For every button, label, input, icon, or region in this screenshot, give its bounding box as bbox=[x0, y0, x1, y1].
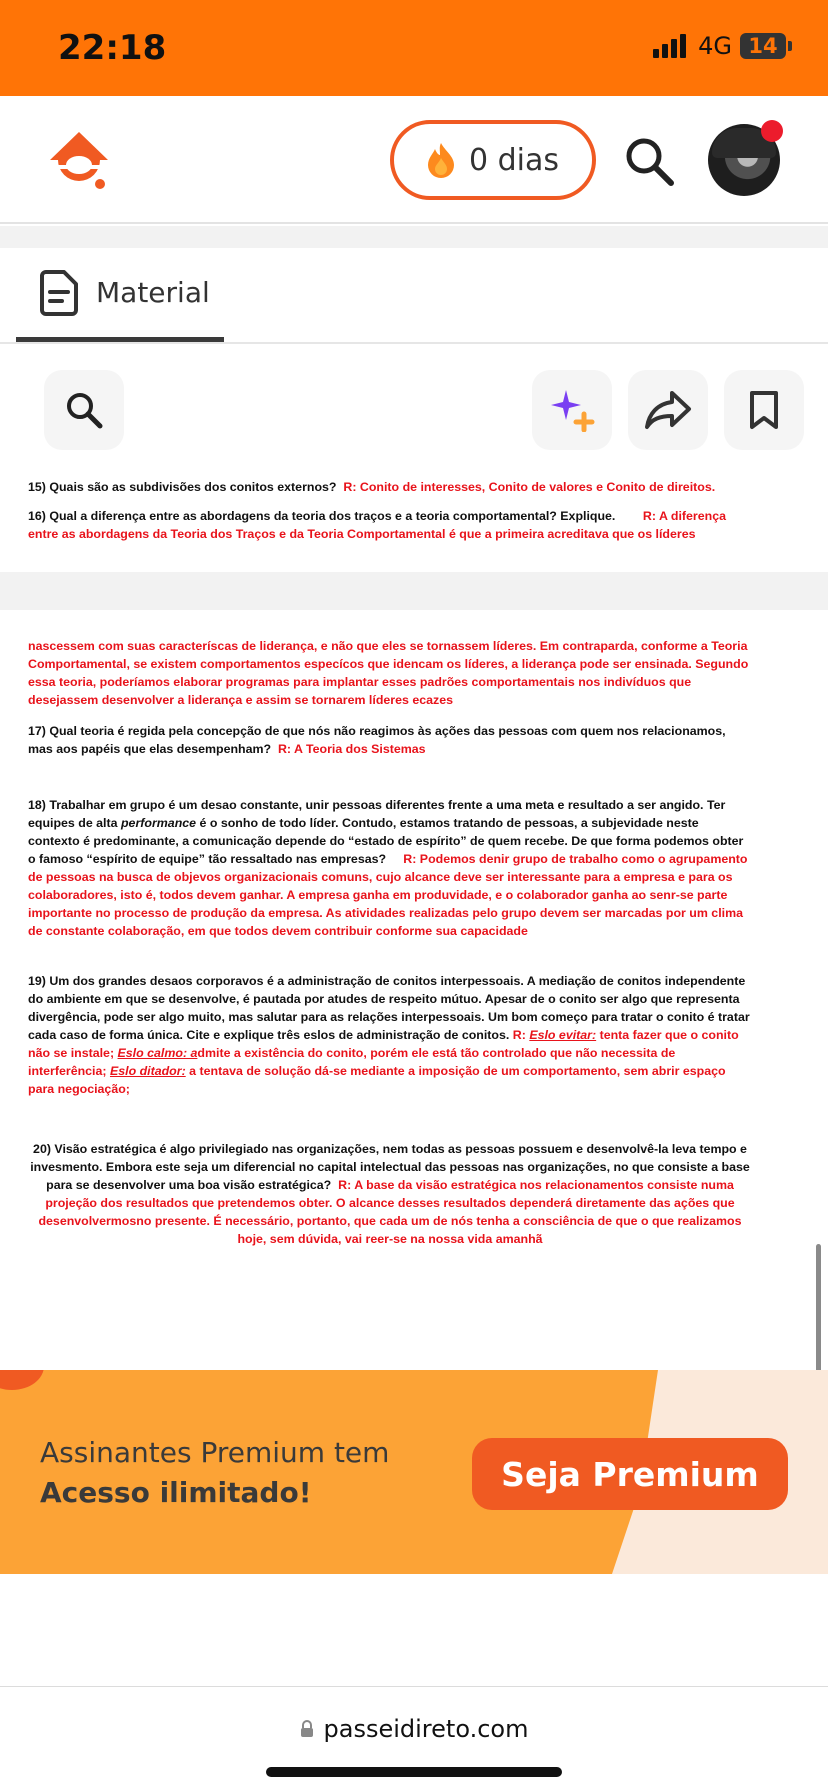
style-evitar-name: Eslo evitar: bbox=[529, 1028, 597, 1042]
tab-bar bbox=[0, 248, 828, 344]
document-toolbar bbox=[0, 344, 828, 456]
promo-line-2: Acesso ilimitado! bbox=[40, 1476, 312, 1509]
style-ditador-text: a tentava de solução dá-se mediante a imposição de um comportamento, sem abrir espaço para negociação; bbox=[28, 1064, 726, 1096]
seja-premium-button[interactable]: Seja Premium bbox=[472, 1438, 788, 1510]
question-17-answer: R: A Teoria dos Sistemas bbox=[277, 742, 426, 756]
style-calmo-name: Eslo calmo: a bbox=[117, 1046, 198, 1060]
question-16-answer-continued: nascessem com suas caracteríscas de liderança, e não que eles se tornassem líderes. Em contraparda, conforme a Teoria Comportamental, se existem comportamentos especícos que idencam os líderes, a liderança pode ser ensinada. Segundo essa teoria, poderíamos elaborar programas para implantar esses padrões comportamentais nos indivíduos que desejassem desenvolver a liderança e assim se tornarem líderes ecazes bbox=[28, 639, 749, 707]
question-20 bbox=[28, 1140, 752, 1248]
tab-material[interactable] bbox=[16, 248, 224, 342]
question-15 bbox=[28, 478, 752, 496]
question-18-emphasis: performance bbox=[120, 816, 197, 830]
question-18-text-a: 18) Trabalhar em grupo é um desao constante, unir pessoas diferentes frente a uma meta e resultado a ser angido. Ter equipes de alta bbox=[28, 798, 726, 830]
share-button[interactable] bbox=[628, 370, 708, 450]
bookmark-button[interactable] bbox=[724, 370, 804, 450]
search-in-document-button[interactable] bbox=[44, 370, 124, 450]
streak-label: 0 dias bbox=[468, 142, 559, 178]
promo-line-1: Assinantes Premium tem bbox=[40, 1436, 390, 1469]
notification-dot bbox=[761, 120, 783, 142]
question-15-answer: R: Conito de interesses, Conito de valores e Conito de direitos. bbox=[343, 480, 716, 494]
question-19-text: 19) Um dos grandes desaos corporavos é a administração de conitos interpessoais. A mediação de conitos independente do ambiente em que se desenvolve, é pautada por atudes de respeito mútuo. Apesar de o conito ser algo que representa divergência, pode ser algo muito, mas salutar para as relações interpessoais. Um bom começo para tratar o conito é tratar cada caso de forma única. Cite e explique três eslos de administração de conitos. bbox=[28, 974, 750, 1042]
question-16 bbox=[28, 507, 752, 543]
signal-icon bbox=[653, 34, 686, 58]
header-search-icon[interactable] bbox=[622, 134, 678, 190]
passei-direto-logo-icon[interactable] bbox=[46, 130, 112, 190]
question-19 bbox=[28, 972, 752, 1098]
bookmark-icon bbox=[749, 390, 779, 430]
app-header bbox=[0, 96, 828, 224]
question-17-text: 17) Qual teoria é regida pela concepção de que nós não reagimos às ações das pessoas com quem nos relacionamos, mas aos papéis que elas desempenham? bbox=[28, 724, 726, 756]
sparkle-plus-icon bbox=[548, 388, 596, 432]
page-break bbox=[0, 572, 828, 610]
lock-icon bbox=[300, 1720, 314, 1738]
style-ditador-name: Eslo ditador: bbox=[109, 1064, 186, 1078]
tab-material-label: Material bbox=[96, 276, 210, 309]
separator bbox=[0, 226, 828, 248]
question-20-text: 20) Visão estratégica é algo privilegiado nas organizações, nem todas as pessoas possuem e desenvolvê-la leva tempo e invesmento. Embora este seja um diferencial no capital intelectual das pessoas nas organizações, no que consiste a base para se desenvolver uma boa visão estratégica? bbox=[30, 1142, 750, 1192]
url-text: passeidireto.com bbox=[323, 1715, 529, 1743]
question-20-answer: R: A base da visão estratégica nos relacionamentos consiste numa projeção dos resultados que pretendemos obter. O alcance desses resultados dependerá diretamente das ações que desenvolvermosno presente. É necessário, portanto, que cada um de nós tenha a consciência de que o que realizamos hoje, sem dúvida, vai reer-se na nossa vida amanhã bbox=[38, 1178, 742, 1246]
question-16-text: 16) Qual a diferença entre as abordagens da teoria dos traços e a teoria comportamental? Explique. bbox=[28, 509, 616, 523]
question-17 bbox=[28, 722, 752, 758]
style-evitar-text: tenta fazer que o conito não se instale; bbox=[28, 1028, 739, 1060]
question-18-text-b: é o sonho de todo líder. Contudo, estamos tratando de pessoas, a subjevidade neste contexto é predominante, a comunicação depende do “estado de espírito” de quem recebe. De que forma podemos obter o famoso “espírito de equipe” tão ressaltado nas empresas? bbox=[28, 816, 744, 866]
browser-address-bar bbox=[0, 1686, 828, 1792]
question-18 bbox=[28, 796, 752, 940]
document-icon bbox=[40, 270, 78, 316]
ai-sparkle-button[interactable] bbox=[532, 370, 612, 450]
streak-counter[interactable] bbox=[390, 120, 596, 200]
flame-icon bbox=[427, 142, 455, 178]
url-field[interactable] bbox=[0, 1715, 828, 1743]
network-type: 4G bbox=[698, 32, 732, 60]
share-icon bbox=[644, 390, 692, 430]
search-icon bbox=[64, 390, 104, 430]
battery-icon bbox=[740, 33, 792, 59]
premium-banner bbox=[0, 1370, 828, 1574]
status-time: 22:18 bbox=[58, 28, 167, 68]
home-indicator[interactable] bbox=[266, 1767, 562, 1777]
status-bar bbox=[0, 0, 828, 96]
battery-level: 14 bbox=[740, 33, 786, 59]
question-18-answer: R: Podemos denir grupo de trabalho como o agrupamento de pessoas na busca de objevos organizacionais comuns, cujo alcance deve ser interessante para a empresa e para os colaboradores, isto é, todos devem ganhar. A empresa ganha em produvidade, e o colaborador ganha ao senr-se parte importante no processo de produção da empresa. As atividades realizadas pelo grupo devem ser marcadas por um clima de constante colaboração, em que todos devem contribuir conforme sua capacidade bbox=[28, 852, 748, 938]
style-calmo-text: dmite a existência do conito, porém ele está tão controlado que não necessita de interferência; bbox=[28, 1046, 676, 1078]
question-16-answer-part1: R: A diferença entre as abordagens da Teoria dos Traços e da Teoria Comportamental é que a primeira acreditava que os líderes bbox=[28, 509, 727, 541]
question-15-text: 15) Quais são as subdivisões dos conitos externos? bbox=[28, 480, 337, 494]
question-19-answer-label: R: bbox=[512, 1028, 526, 1042]
